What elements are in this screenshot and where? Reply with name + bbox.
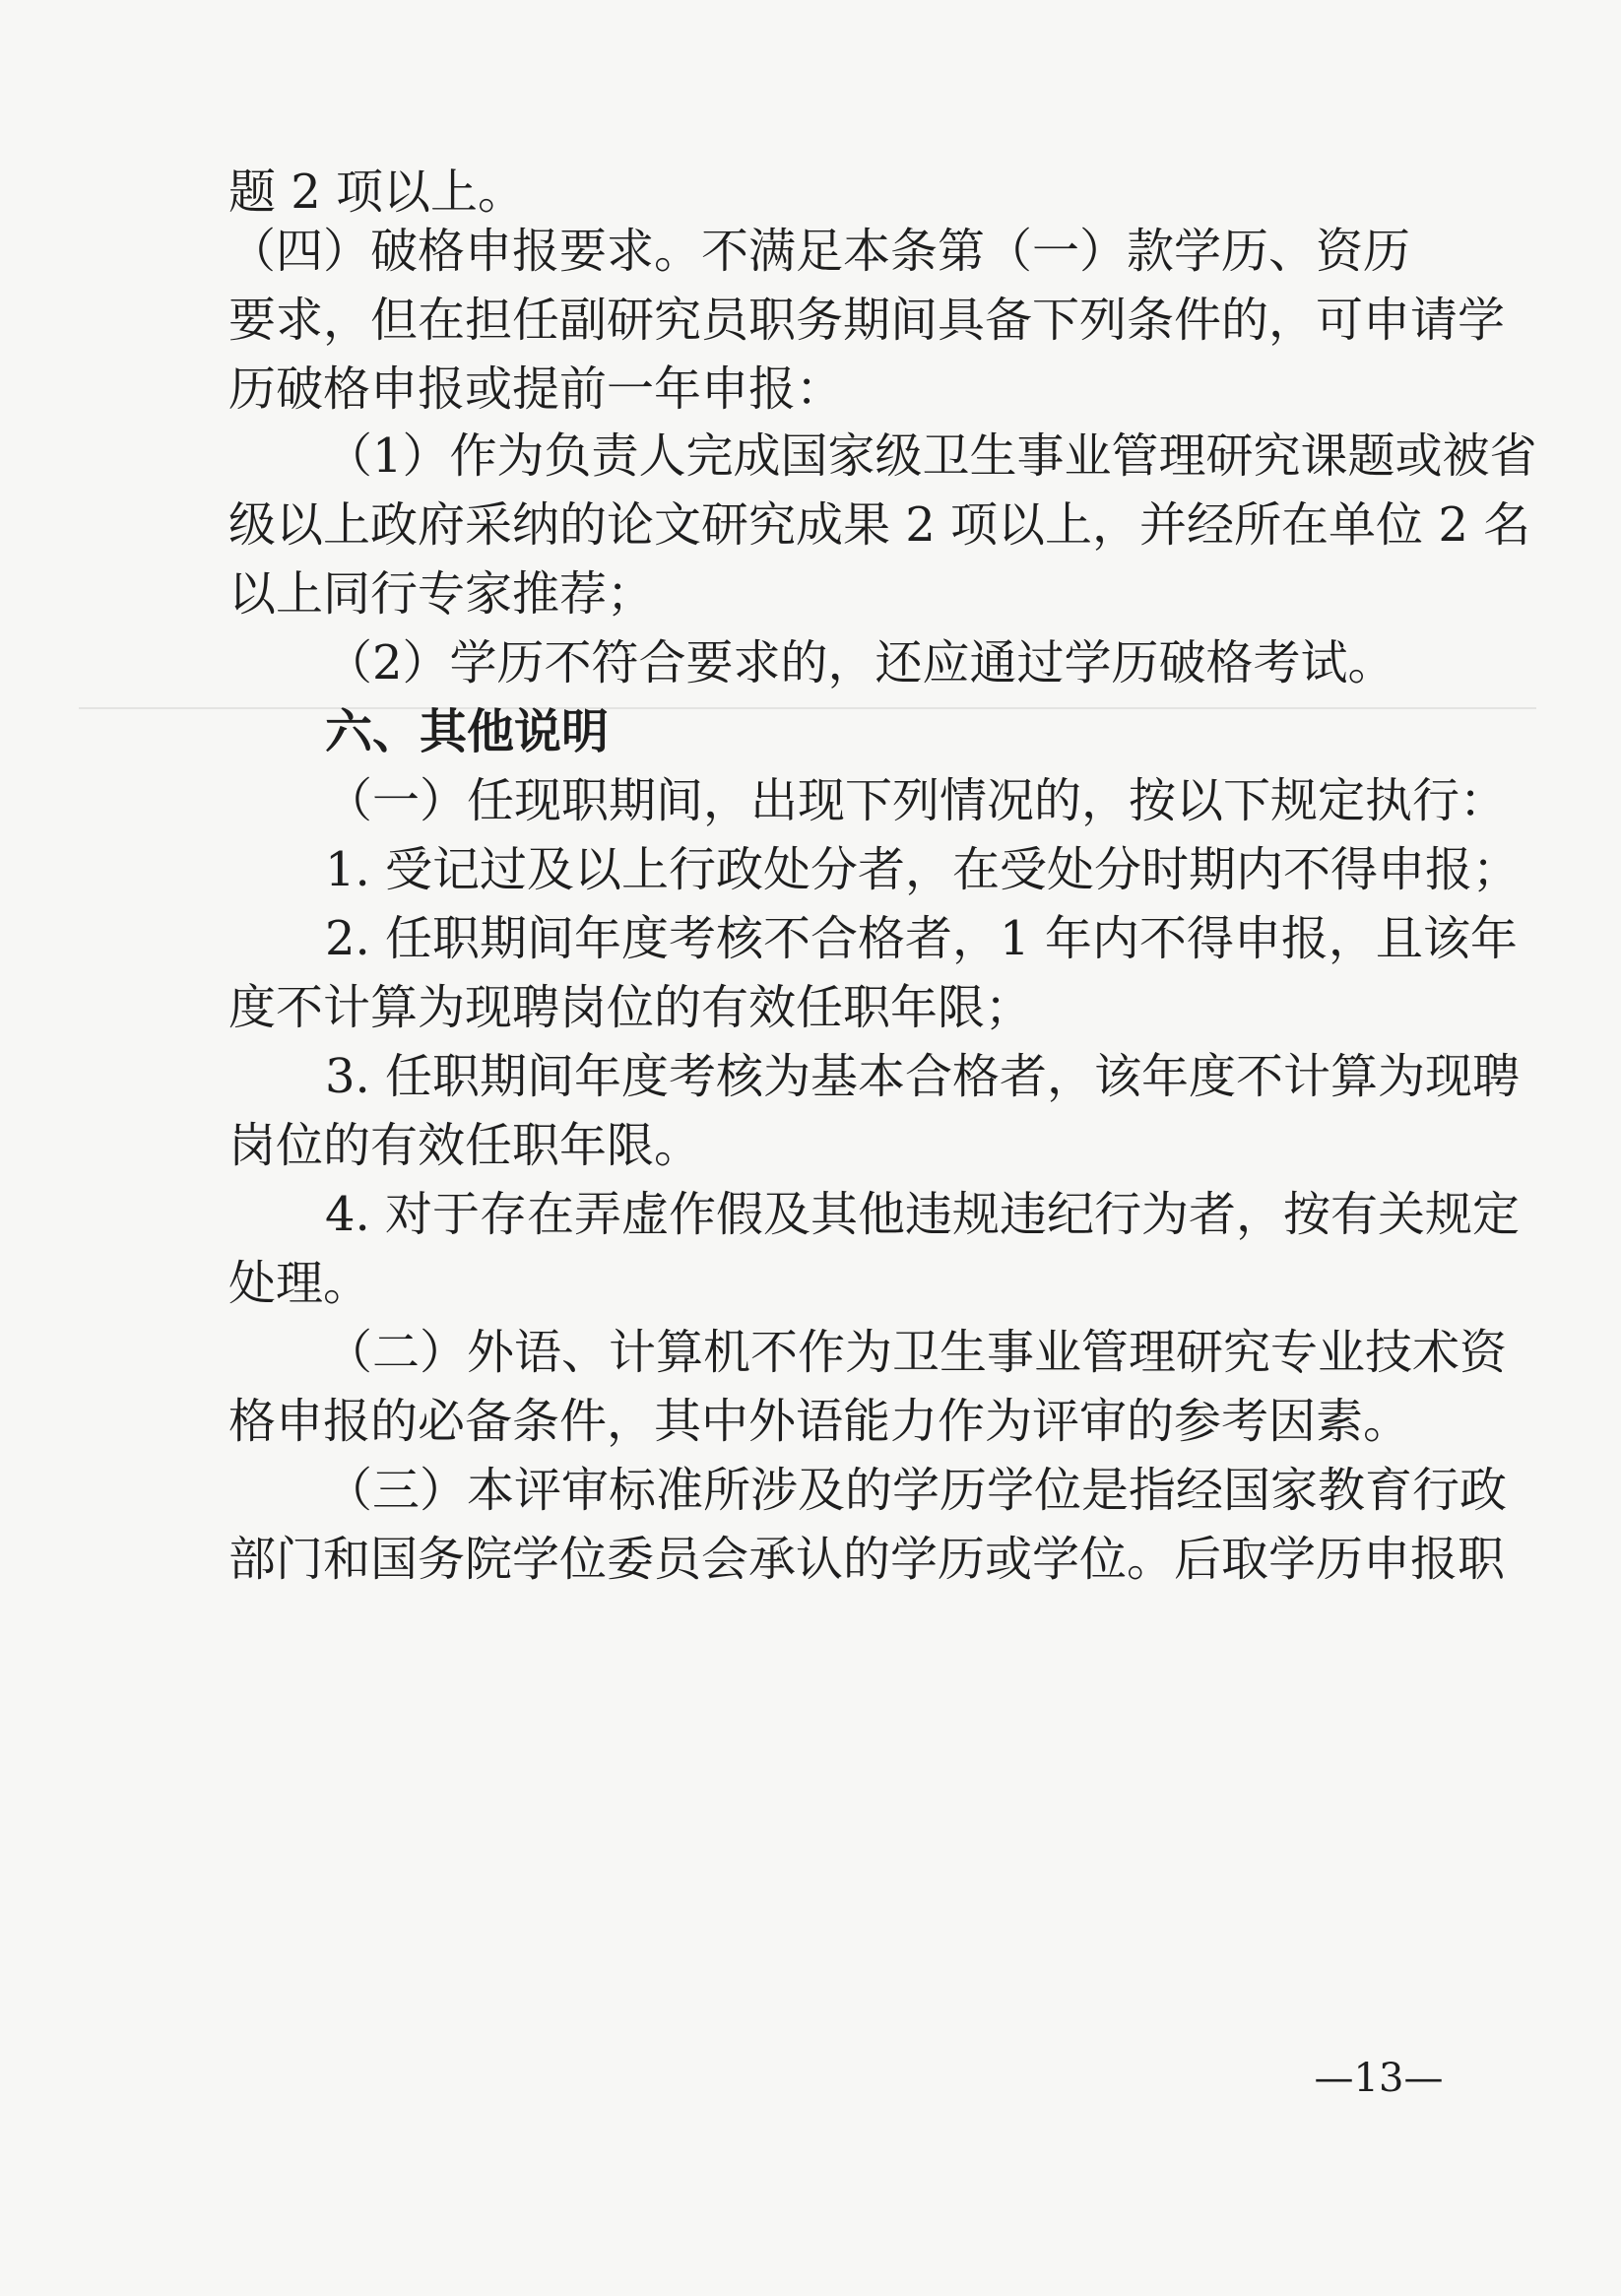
- text-line: 度不计算为现聘岗位的有效任职年限；: [228, 980, 1033, 1035]
- text-line-break-rule-heading: （四）破格申报要求。不满足本条第（一）款学历、资历: [228, 224, 1411, 279]
- section-heading-other-notes: 六、其他说明: [325, 704, 610, 759]
- text-line: 岗位的有效任职年限。: [228, 1118, 702, 1173]
- text-line-subsection-2: （二）外语、计算机不作为卫生事业管理研究专业技术资: [325, 1325, 1508, 1380]
- text-line-rule-1: 1. 受记过及以上行政处分者，在受处分时期内不得申报；: [325, 842, 1521, 897]
- text-line-subsection-3: （三）本评审标准所涉及的学历学位是指经国家教育行政: [325, 1463, 1508, 1518]
- text-line-rule-4: 4. 对于存在弄虚作假及其他违规违纪行为者，按有关规定: [325, 1187, 1521, 1242]
- text-line: 以上同行专家推荐；: [228, 566, 655, 622]
- text-line-subsection-1: （一）任现职期间，出现下列情况的，按以下规定执行：: [325, 773, 1508, 828]
- text-line: 处理。: [228, 1256, 371, 1311]
- text-line: 格申报的必备条件，其中外语能力作为评审的参考因素。: [228, 1394, 1411, 1449]
- text-line: 要求，但在担任副研究员职务期间具备下列条件的，可申请学: [228, 293, 1506, 348]
- text-line-rule-3: 3. 任职期间年度考核为基本合格者，该年度不计算为现聘: [325, 1049, 1521, 1104]
- text-line-item-1: （1）作为负责人完成国家级卫生事业管理研究课题或被省: [325, 428, 1537, 484]
- text-line: 历破格申报或提前一年申报：: [228, 361, 844, 417]
- text-line: 级以上政府采纳的论文研究成果 2 项以上，并经所在单位 2 名: [228, 497, 1531, 553]
- page-number: —13—: [1314, 2056, 1444, 2101]
- text-line-continuation: 题 2 项以上。: [228, 164, 526, 220]
- text-line: 部门和国务院学位委员会承认的学历或学位。后取学历申报职: [228, 1532, 1506, 1587]
- text-line-rule-2: 2. 任职期间年度考核不合格者，1 年内不得申报，且该年: [325, 911, 1518, 966]
- text-line-item-2: （2）学历不符合要求的，还应通过学历破格考试。: [325, 635, 1395, 690]
